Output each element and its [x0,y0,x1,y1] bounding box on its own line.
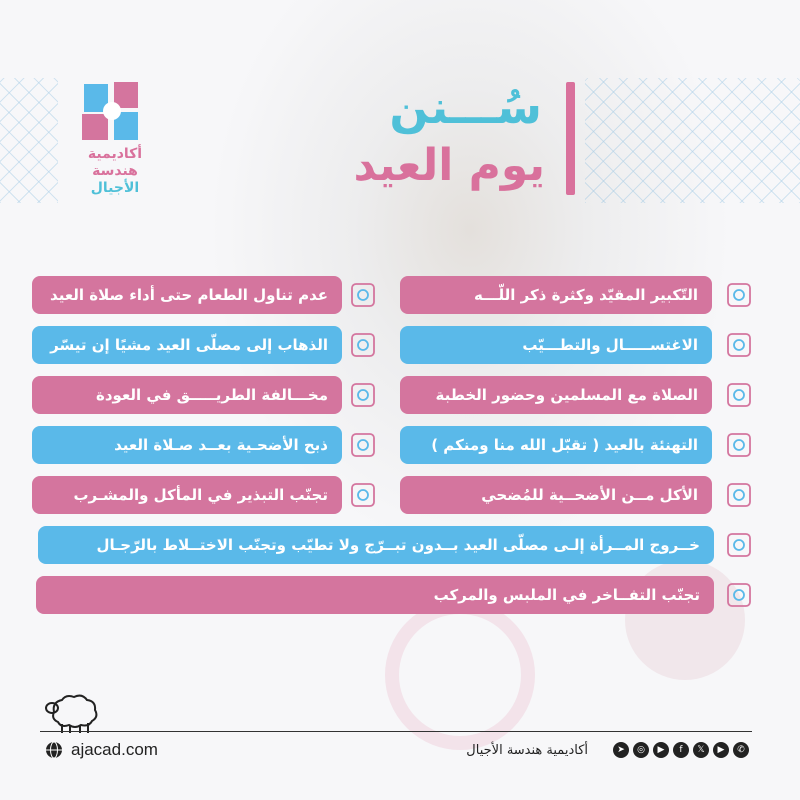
handshake-icon [722,428,756,462]
mosque-icon [722,378,756,412]
sunnah-item-label: مخـــالفة الطريـــــق في العودة [95,386,328,404]
sunnah-item [32,276,342,314]
footer-divider [40,731,752,732]
title-line2: يوم العيد [353,140,545,191]
globe-icon [45,741,63,759]
sunnah-item [32,376,342,414]
sunnah-item [36,576,714,614]
sunnah-item-label: الصلاة مع المسلمين وحضور الخطبة [435,386,698,404]
dua-hands-icon [722,278,756,312]
geometric-pattern-left [0,78,58,203]
website-link[interactable] [45,740,158,760]
sunnah-item [400,376,712,414]
footer-academy-name: أكاديمية هندسة الأجيال [466,743,588,758]
instagram-icon[interactable]: ◎ [633,742,649,758]
sheep-icon [44,690,104,735]
sunnah-item [400,276,712,314]
logo-text-line1: أكاديمية [87,146,143,162]
telegram-icon[interactable]: ➤ [613,742,629,758]
sunnah-item-label: تجنّب التفــاخر في الملبس والمركب [433,586,700,604]
sunnah-item [32,426,342,464]
academy-logo [70,80,160,200]
decorative-ring [385,600,535,750]
sunnah-item-label: الاغتســـــال والتطـــيّب [522,336,698,354]
woman-hijab-icon [722,528,756,562]
sunnah-item-label: خــروج المــرأة إلـى مصلّى العيد بــدون تبــرّج ولا تطيّب وتجنّب الاختــلاط بالرّجـال [96,536,700,554]
sunnah-item-label: التهنئة بالعيد ( تقبّل الله منا ومنكم ) [431,436,698,454]
sunnah-item-label: عدم تناول الطعام حتى أداء صلاة العيد [50,286,328,304]
sunnah-item-label: تجنّب التبذير في المأكل والمشـرب [73,486,328,504]
sunnah-item [32,476,342,514]
logo-text-line3: الأجيال [90,180,140,196]
youtube-icon[interactable]: ▶ [653,742,669,758]
geometric-pattern-right [585,78,800,203]
logo-mark-icon [70,80,160,144]
road-icon [346,378,380,412]
knives-icon [346,428,380,462]
sunnah-item [400,426,712,464]
title-line1: سُـــنن [389,80,542,134]
sunnah-item-label: التّكبير المقيّد وكثرة ذكر اللّـــه [474,286,698,304]
logo-text-line2: هندسة [92,163,138,179]
title-accent-bar [566,82,575,195]
website-text: ajacad.com [71,740,158,759]
perfume-icon [722,328,756,362]
whatsapp-icon[interactable]: ✆ [733,742,749,758]
sunnah-item-label: الأكل مــن الأضحــية للمُضحي [481,486,698,504]
x-icon[interactable]: 𝕏 [693,742,709,758]
sunnah-item [400,476,712,514]
sunnah-item [38,526,714,564]
sunnah-item [400,326,712,364]
sunnah-item-label: ذبح الأضحـية بعــد صـلاة العيد [114,436,328,454]
social-links [613,742,749,758]
plate-icon [722,478,756,512]
man-icon [722,578,756,612]
no-food-icon [346,278,380,312]
food-bowl-icon [346,478,380,512]
youtube-icon[interactable]: ▶ [713,742,729,758]
facebook-icon[interactable]: f [673,742,689,758]
walking-people-icon [346,328,380,362]
sunnah-item [32,326,342,364]
sunnah-item-label: الذهاب إلى مصلّى العيد مشيًا إن تيسّر [50,336,328,354]
